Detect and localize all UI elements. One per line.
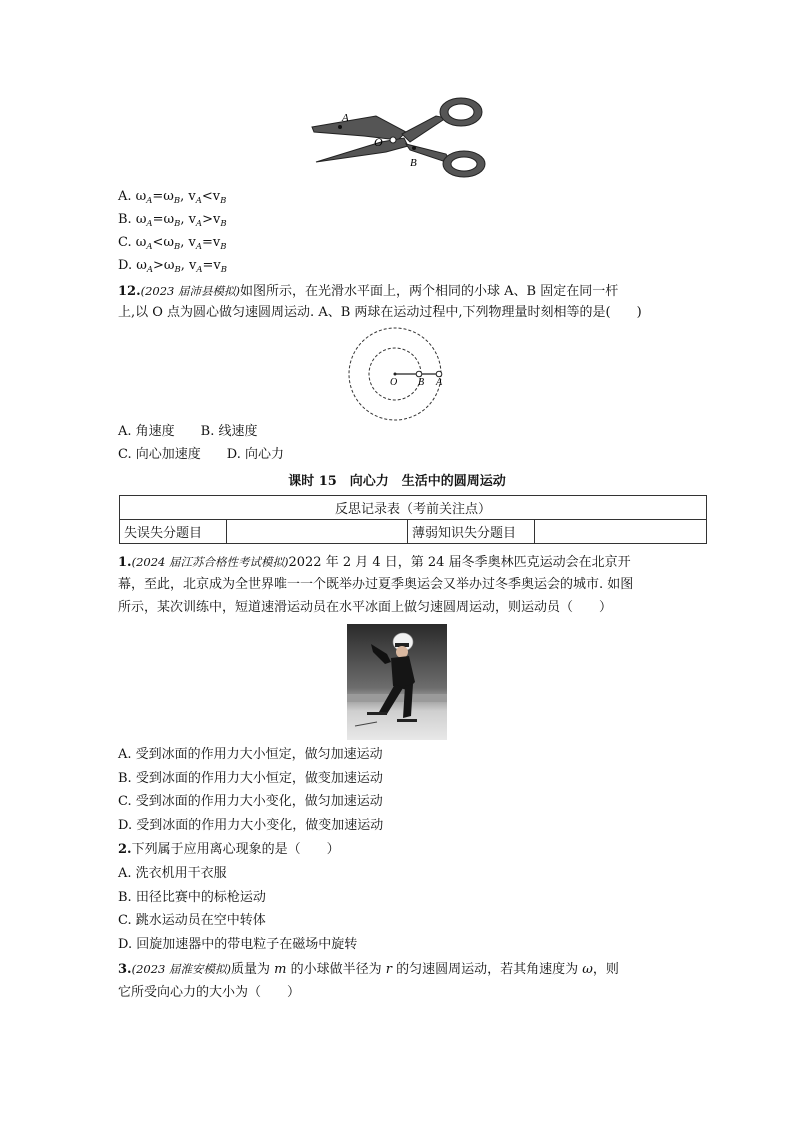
label-a: A — [342, 112, 349, 124]
p3-stem-line1: 3.(2023 届淮安模拟)质量为 m 的小球做半径为 r 的匀速圆周运动，若其角速度为 ω，则 — [118, 962, 619, 977]
speed-skater-photo — [347, 624, 447, 740]
p1-stem-line3: 所示，某次训练中，短道速滑运动员在水平冰面上做匀速圆周运动，则运动员（ ） — [118, 600, 613, 615]
reflection-table-header: 反思记录表（考前关注点） — [120, 496, 707, 520]
scissors-figure — [306, 94, 490, 178]
weak-knowledge-field[interactable] — [535, 520, 707, 544]
mistake-questions-field[interactable] — [227, 520, 408, 544]
label-o: O — [390, 377, 398, 388]
p2-option-d: D. 回旋加速器中的带电粒子在磁场中旋转 — [118, 937, 358, 952]
mistake-questions-label: 失误失分题目 — [120, 520, 227, 544]
q12-number: 12. — [118, 284, 141, 299]
p3-source: (2023 届淮安模拟) — [131, 962, 231, 976]
p1-option-b: B. 受到冰面的作用力大小恒定，做变加速运动 — [118, 771, 383, 786]
p2-number: 2. — [118, 842, 132, 857]
concentric-circles-figure — [346, 326, 446, 422]
p1-option-d: D. 受到冰面的作用力大小变化，做变加速运动 — [118, 818, 384, 833]
p1-source: (2024 届江苏合格性考试模拟) — [131, 555, 289, 569]
p3-stem-line2: 它所受向心力的大小为（ ） — [118, 985, 301, 1000]
p1-stem-line1: 1.(2024 届江苏合格性考试模拟)2022 年 2 月 4 日，第 24 届冬季奥林匹克运动会在北京开 — [118, 555, 631, 570]
label-b: B — [410, 157, 417, 169]
p1-stem-line2: 幕，至此，北京成为全世界唯一一个既举办过夏季奥运会又举办过冬季奥运会的城市. 如图 — [118, 577, 634, 592]
q11-option-c: C. $\omega_A<\omega_B$, $v_A=v_B$ — [118, 235, 227, 252]
p1-option-a: A. 受到冰面的作用力大小恒定，做匀加速运动 — [118, 747, 383, 762]
label-a: A — [436, 377, 443, 388]
q11-option-b: B. $\omega_A=\omega_B$, $v_A>v_B$ — [118, 212, 227, 229]
ball-a — [436, 371, 442, 377]
p2-option-b: B. 田径比赛中的标枪运动 — [118, 890, 266, 905]
scissors-handle-arm-upper — [402, 116, 446, 142]
q12-source: (2023 届沛县模拟) — [140, 284, 241, 298]
q12-options-row1: A. 角速度 B. 线速度 — [118, 424, 258, 439]
p1-number: 1. — [118, 555, 132, 570]
point-b-marker — [412, 146, 416, 150]
scissors-blade-a — [312, 116, 406, 140]
label-b: B — [418, 377, 425, 388]
q12-stem-line2: 上,以 O 点为圆心做匀速圆周运动. A、B 两球在运动过程中,下列物理量时刻相等的是( ) — [118, 305, 642, 320]
q12-stem-line1: 12.(2023 届沛县模拟)如图所示，在光滑水平面上，两个相同的小球 A、B 固定在同一杆 — [118, 284, 619, 299]
p2-option-a: A. 洗衣机用干衣服 — [118, 866, 227, 881]
p1-option-c: C. 受到冰面的作用力大小变化，做匀加速运动 — [118, 794, 383, 809]
q11-option-a: A. $\omega_A=\omega_B$, $v_A<v_B$ — [118, 189, 227, 206]
p2-option-c: C. 跳水运动员在空中转体 — [118, 913, 266, 928]
weak-knowledge-label: 薄弱知识失分题目 — [408, 520, 535, 544]
p2-stem: 2.下列属于应用离心现象的是（ ） — [118, 842, 340, 857]
scissors-pivot — [390, 137, 396, 143]
point-a-marker — [338, 125, 342, 129]
q11-option-d: D. $\omega_A>\omega_B$, $v_A=v_B$ — [118, 258, 227, 275]
ball-b — [416, 371, 422, 377]
speed-skater-image — [347, 624, 447, 740]
center-point — [394, 373, 397, 376]
label-o: O — [374, 135, 383, 149]
section-title: 课时 15 向心力 生活中的圆周运动 — [288, 474, 506, 489]
p3-number: 3. — [118, 962, 132, 977]
reflection-table — [119, 495, 707, 544]
q12-options-row2: C. 向心加速度 D. 向心力 — [118, 447, 284, 462]
